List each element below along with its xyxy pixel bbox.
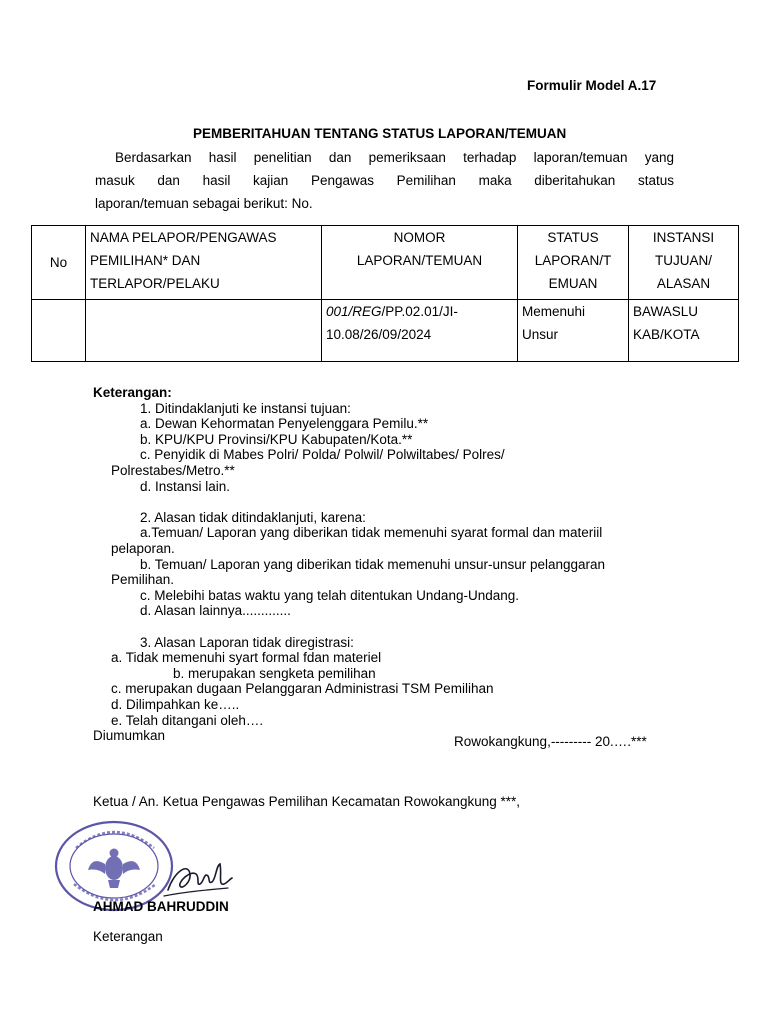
keterangan-line: Polrestabes/Metro.** [111,463,235,478]
header-nama: NAMA PELAPOR/PENGAWAS PEMILIHAN* DAN TERLAPOR/PELAKU [86,226,322,300]
signatory-title: Ketua / An. Ketua Pengawas Pemilihan Kecamatan Rowokangkung ***, [93,794,521,809]
keterangan-line: b. KPU/KPU Provinsi/KPU Kabupaten/Kota.** [140,431,413,447]
keterangan-line: d. Alasan lainnya............. [140,603,291,619]
place-date: Rowokangkung,--------- 20.….*** [454,734,647,749]
header-nomor: NOMOR LAPORAN/TEMUAN [322,226,518,300]
keterangan-line: b. Temuan/ Laporan yang diberikan tidak memenuhi unsur-unsur pelanggaran [140,556,606,572]
cell-nama [86,300,322,362]
keterangan-line: d. Instansi lain. [140,478,231,494]
cell-status: Memenuhi Unsur [518,300,629,362]
header-instansi: INSTANSI TUJUAN/ ALASAN [629,226,739,300]
keterangan-line: 1. Ditindaklanjuti ke instansi tujuan: [140,400,351,416]
intro-line: masuk dan hasil kajian Pengawas Pemilihan maka diberitahukan status [95,173,674,188]
intro-line: Berdasarkan hasil penelitian dan pemeriksaan terhadap laporan/temuan yang [115,150,674,165]
intro-line: laporan/temuan sebagai berikut: No. [95,196,313,211]
keterangan-line: a.Temuan/ Laporan yang diberikan tidak memenuhi syarat formal dan materiil [140,525,603,541]
signatory-name: AHMAD BAHRUDDIN [93,899,229,914]
intro-paragraph [95,146,674,215]
keterangan-heading: Keterangan: [93,385,172,400]
handwritten-signature-icon [160,852,235,902]
form-model-label: Formulir Model A.17 [527,78,657,93]
keterangan-line: e. Telah ditangani oleh…. [111,712,264,728]
cell-instansi: BAWASLU KAB/KOTA [629,300,739,362]
keterangan-line: a. Dewan Kehormatan Penyelenggara Pemilu.** [140,416,429,432]
table-row [32,300,739,362]
header-no: No [32,226,86,300]
keterangan-line: 2. Alasan tidak ditindaklanjuti, karena: [140,509,366,525]
keterangan-line: c. merupakan dugaan Pelanggaran Administrasi TSM Pemilihan [111,681,494,697]
header-status: STATUS LAPORAN/T EMUAN [518,226,629,300]
document-title: PEMBERITAHUAN TENTANG STATUS LAPORAN/TEMUAN [193,126,567,141]
keterangan-line: Pemilihan. [111,572,175,588]
cell-no [32,300,86,362]
footer-keterangan-label: Keterangan [93,929,163,944]
keterangan-line: pelaporan. [111,541,175,556]
keterangan-line: a. Tidak memenuhi syart formal fdan materiel [111,650,382,666]
keterangan-line: Diumumkan [93,728,166,744]
table-header-row [32,226,739,300]
keterangan-line: c. Melebihi batas waktu yang telah ditentukan Undang-Undang. [140,587,519,603]
keterangan-line: d. Dilimpahkan ke….. [111,697,240,712]
keterangan-line: b. merupakan sengketa pemilihan [173,665,376,681]
report-status-table [31,225,739,362]
keterangan-line: c. Penyidik di Mabes Polri/ Polda/ Polwil/ Polwiltabes/ Polres/ [140,447,505,463]
keterangan-line: 3. Alasan Laporan tidak diregistrasi: [140,634,354,650]
cell-nomor: 001/REG/PP.02.01/JI- 10.08/26/09/2024 [322,300,518,362]
